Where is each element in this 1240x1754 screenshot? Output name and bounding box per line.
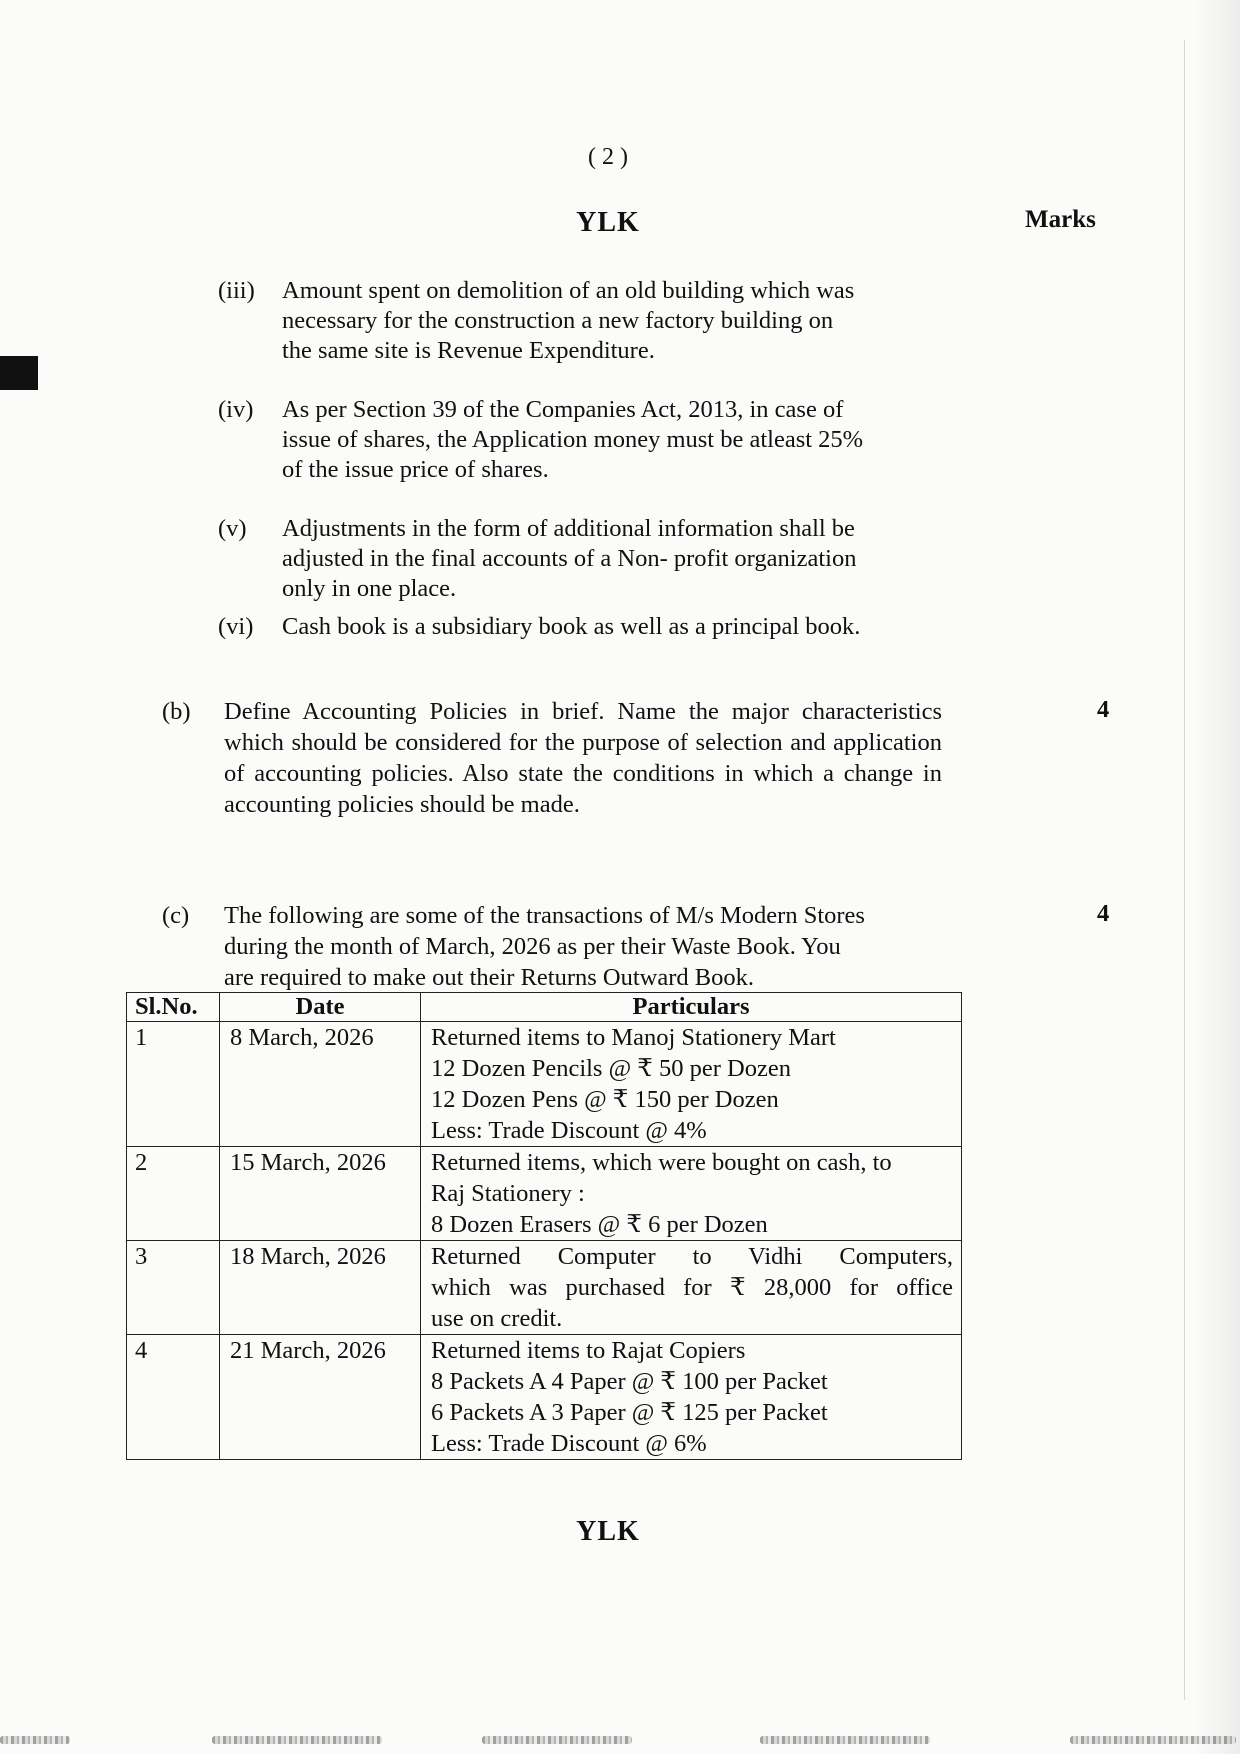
question-line: The following are some of the transactions of M/s Modern Stores [224,902,865,929]
table-row [127,1241,962,1335]
row-particulars [421,1241,962,1335]
particulars-line: Returned items, which were bought on cash, to [431,1149,892,1176]
column-header-date: Date [220,993,421,1022]
row-slno: 4 [127,1335,220,1460]
scan-marker [0,356,38,390]
particulars-line: Returned items to Manoj Stationery Mart [431,1024,836,1051]
column-header-particulars: Particulars [421,993,962,1022]
statement-line: Adjustments in the form of additional information shall be [282,515,855,542]
row-slno: 3 [127,1241,220,1335]
particulars-line: Returned Computer to Vidhi Computers, [431,1243,953,1270]
particulars-line: Less: Trade Discount @ 6% [431,1430,707,1457]
statement-number: (iii) [218,277,255,304]
statement-line: of the issue price of shares. [282,456,549,483]
row-slno: 1 [127,1022,220,1147]
paper-code-top: YLK [576,207,640,238]
statement-line: necessary for the construction a new factory building on [282,307,834,334]
statement-line: Amount spent on demolition of an old building which was [282,277,855,304]
transactions-table [126,992,962,1460]
statement-line: the same site is Revenue Expenditure. [282,337,655,364]
question-b [162,696,942,820]
scan-edge-line [1184,40,1185,1700]
question-line: are required to make out their Returns Outward Book. [224,964,755,991]
particulars-line: 8 Dozen Erasers @ ₹ 6 per Dozen [431,1211,768,1238]
particulars-line: use on credit. [431,1305,563,1332]
question-c [162,900,942,993]
row-slno: 2 [127,1147,220,1241]
row-date: 8 March, 2026 [220,1022,421,1147]
statement-number: (v) [218,515,247,542]
row-date: 18 March, 2026 [220,1241,421,1335]
particulars-line: which was purchased for ₹ 28,000 for office [431,1274,953,1301]
statement-line: issue of shares, the Application money must be atleast 25% [282,426,864,453]
table-row [127,1147,962,1241]
marks-value: 4 [1097,900,1110,927]
statement-line: only in one place. [282,575,457,602]
particulars-line: 6 Packets A 3 Paper @ ₹ 125 per Packet [431,1399,828,1426]
table-row [127,1022,962,1147]
statement-line: As per Section 39 of the Companies Act, 2013, in case of [282,396,844,423]
statement-number: (vi) [218,613,254,640]
statement-line: Cash book is a subsidiary book as well as a principal book. [282,613,861,640]
table-header-row [127,993,962,1022]
scan-edge-shadow [1194,0,1240,1754]
row-particulars [421,1022,962,1147]
statement-iii [218,276,942,366]
particulars-line: 12 Dozen Pens @ ₹ 150 per Dozen [431,1086,779,1113]
scan-noise [0,1728,1240,1754]
question-text: Define Accounting Policies in brief. Name the major characteristics which should be considered for the purpose of selection and application of accounting policies. Also state the conditions in which a change in accounting policies should be made. [224,698,942,818]
statement-number: (iv) [218,396,254,423]
particulars-line: Less: Trade Discount @ 4% [431,1117,707,1144]
row-date: 21 March, 2026 [220,1335,421,1460]
marks-header: Marks [1025,206,1096,233]
paper-code-bottom: YLK [576,1516,640,1547]
table-row [127,1335,962,1460]
marks-value: 4 [1097,696,1110,723]
particulars-line: Returned items to Rajat Copiers [431,1337,746,1364]
column-header-slno: Sl.No. [127,993,220,1022]
statement-vi [218,612,942,642]
statement-v [218,514,942,604]
particulars-line: 8 Packets A 4 Paper @ ₹ 100 per Packet [431,1368,828,1395]
question-number: (c) [162,902,190,929]
row-particulars [421,1147,962,1241]
question-line: during the month of March, 2026 as per their Waste Book. You [224,933,841,960]
row-date: 15 March, 2026 [220,1147,421,1241]
statement-line: adjusted in the final accounts of a Non- profit organization [282,545,857,572]
particulars-line: Raj Stationery : [431,1180,585,1207]
question-number: (b) [162,698,191,725]
page-number: ( 2 ) [588,144,628,170]
statement-iv [218,395,942,485]
row-particulars [421,1335,962,1460]
particulars-line: 12 Dozen Pencils @ ₹ 50 per Dozen [431,1055,791,1082]
